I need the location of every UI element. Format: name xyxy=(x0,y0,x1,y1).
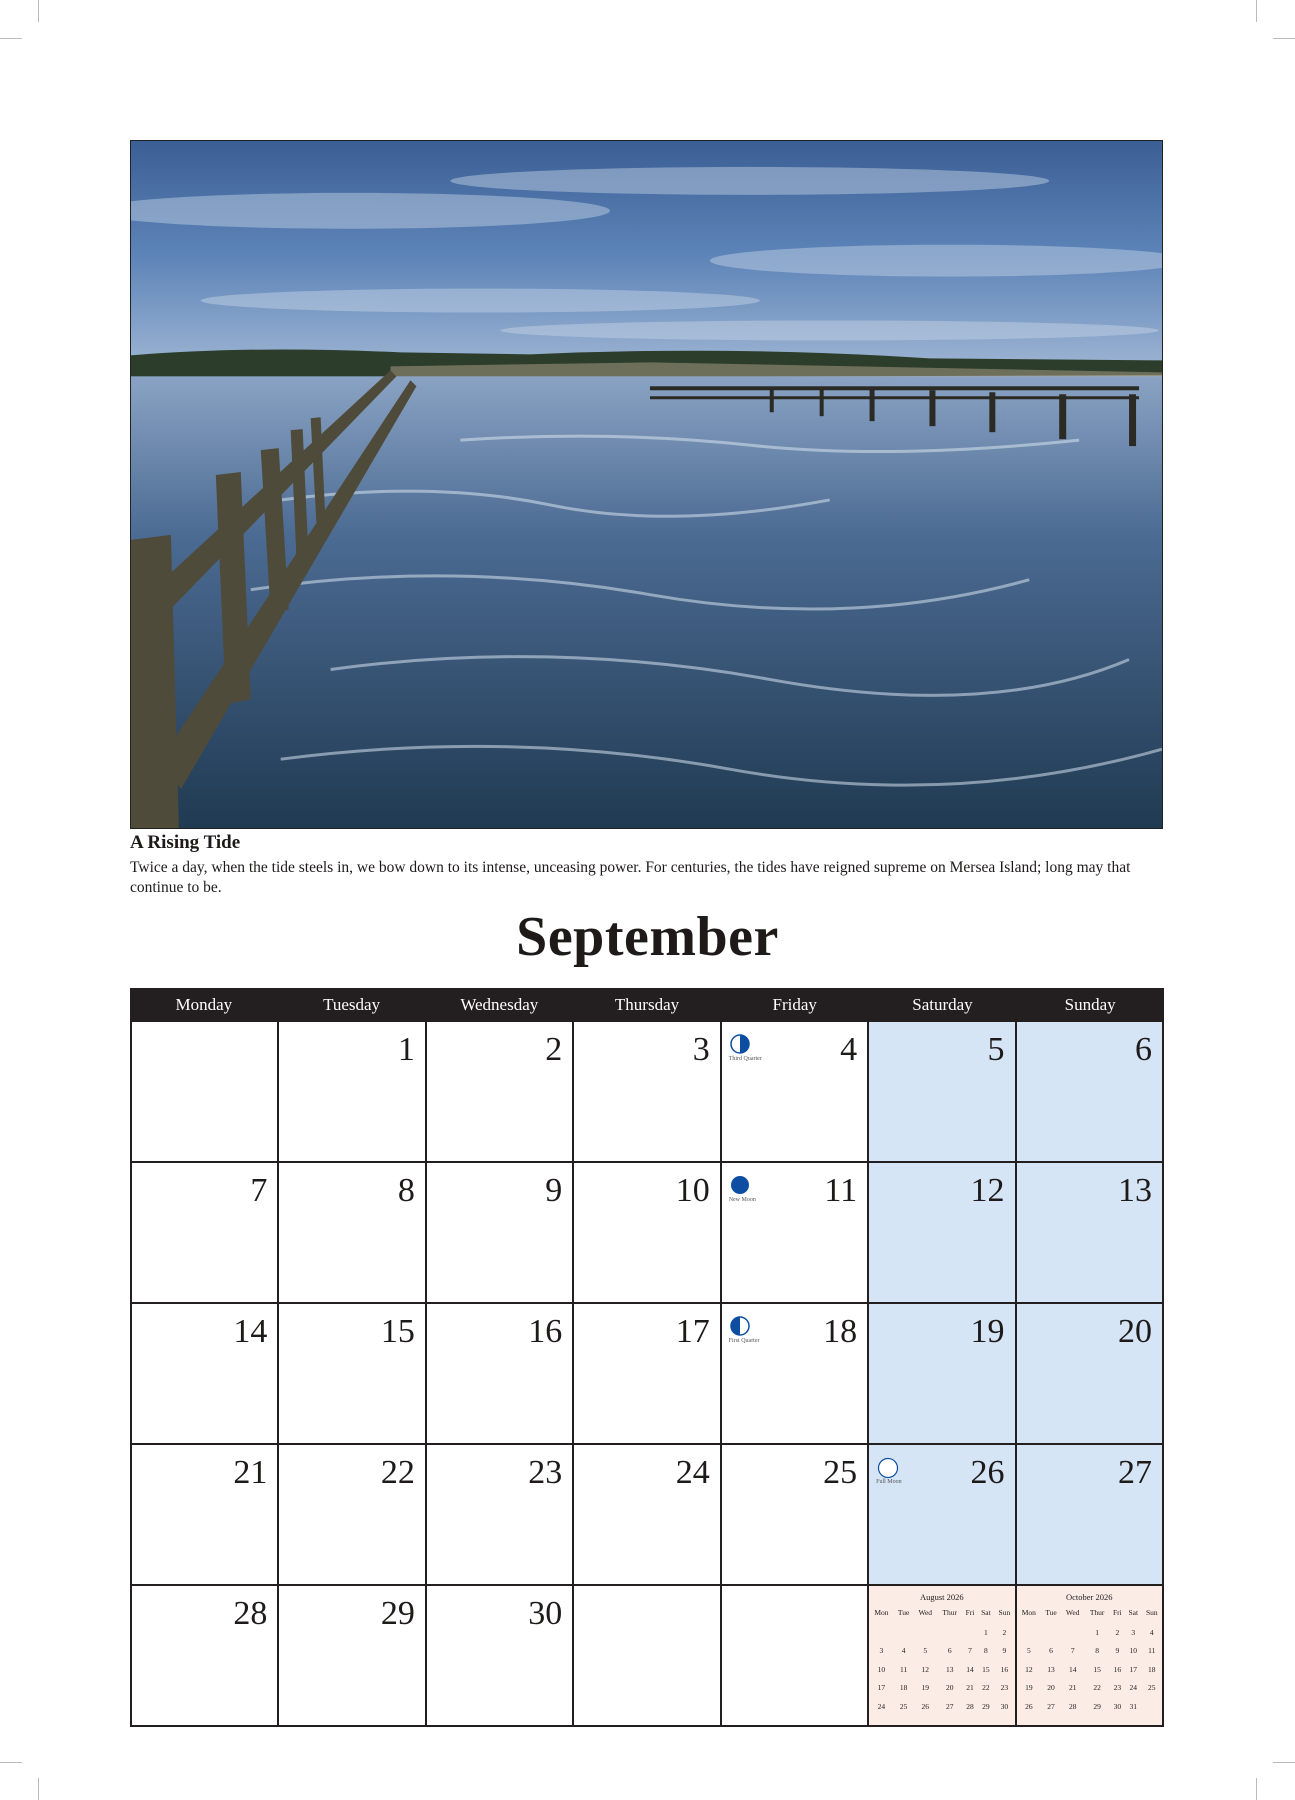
day-cell xyxy=(132,1586,279,1727)
day-cell xyxy=(427,1445,574,1586)
day-number: 18 xyxy=(823,1313,858,1350)
day-cell xyxy=(722,1022,869,1163)
week-row xyxy=(132,1304,1164,1445)
mini-weekday-label: Sat xyxy=(981,1608,991,1617)
mini-weekday-label: Wed xyxy=(918,1608,933,1617)
mini-day-number xyxy=(914,1623,938,1642)
day-number: 8 xyxy=(397,1172,415,1209)
crop-mark xyxy=(38,1778,39,1800)
mini-day-number: 30 xyxy=(1000,1701,1009,1711)
day-number: 5 xyxy=(987,1031,1005,1068)
week-row xyxy=(132,1163,1164,1304)
mini-weekday-label: Thur xyxy=(1089,1608,1105,1617)
mini-day-number: 10 xyxy=(877,1664,886,1674)
mini-day-number: 9 xyxy=(1002,1646,1007,1656)
day-number: 28 xyxy=(233,1595,268,1632)
crop-mark xyxy=(38,0,39,22)
mini-day-number: 29 xyxy=(982,1701,990,1711)
mini-weekday-label: Sun xyxy=(998,1608,1011,1617)
day-number: 15 xyxy=(380,1313,415,1350)
day-cell xyxy=(1017,1022,1164,1163)
mini-day-number: 25 xyxy=(1148,1683,1156,1693)
mini-day-number: 24 xyxy=(1129,1683,1138,1693)
day-number: 7 xyxy=(250,1172,268,1209)
day-number: 24 xyxy=(675,1454,710,1491)
weekday-label: Saturday xyxy=(912,995,973,1014)
day-cell xyxy=(279,1163,426,1304)
day-number: 4 xyxy=(840,1031,858,1068)
day-cell xyxy=(279,1304,426,1445)
mini-day-number: 10 xyxy=(1129,1646,1138,1656)
day-cell xyxy=(1017,1304,1164,1445)
weekday-label: Wednesday xyxy=(460,995,539,1014)
day-cell xyxy=(279,1445,426,1586)
day-number: 10 xyxy=(675,1172,710,1209)
mini-day-number: 29 xyxy=(1093,1701,1101,1711)
day-number: 6 xyxy=(1134,1031,1152,1068)
mini-day-number xyxy=(937,1623,962,1642)
mini-day-number: 6 xyxy=(1049,1646,1053,1656)
day-cell xyxy=(869,1304,1016,1445)
moon-phase-label: New Moon xyxy=(728,1197,756,1203)
crop-mark xyxy=(1273,38,1295,39)
crop-mark xyxy=(1256,0,1257,22)
weekday-label: Friday xyxy=(772,995,817,1014)
mini-day-number: 6 xyxy=(947,1646,952,1656)
mini-day-number: 19 xyxy=(921,1683,930,1693)
calendar-photo xyxy=(130,140,1163,829)
mini-day-number: 21 xyxy=(1068,1683,1077,1693)
mini-day-number: 14 xyxy=(1068,1664,1077,1674)
mini-weekday-label: Mon xyxy=(874,1608,889,1617)
crop-mark xyxy=(0,1762,22,1763)
day-number: 20 xyxy=(1117,1313,1152,1350)
mini-calendar-october xyxy=(1017,1586,1164,1727)
day-number: 9 xyxy=(545,1172,563,1209)
mini-day-number: 7 xyxy=(1070,1646,1075,1656)
day-cell xyxy=(574,1022,721,1163)
day-number: 27 xyxy=(1117,1454,1152,1491)
day-cell xyxy=(722,1304,869,1445)
day-cell xyxy=(722,1586,869,1727)
day-cell xyxy=(722,1163,869,1304)
weekday-label: Sunday xyxy=(1064,995,1116,1014)
day-cell xyxy=(722,1445,869,1586)
mini-day-number: 26 xyxy=(921,1701,930,1711)
day-cell xyxy=(279,1022,426,1163)
mini-day-number xyxy=(869,1623,894,1642)
mini-day-number: 15 xyxy=(982,1664,990,1674)
day-cell xyxy=(869,1445,1016,1586)
day-cell xyxy=(132,1022,279,1163)
mini-day-number: 20 xyxy=(945,1683,954,1693)
mini-day-number: 13 xyxy=(1047,1664,1055,1674)
mini-day-number: 28 xyxy=(1068,1701,1077,1711)
day-number: 12 xyxy=(970,1172,1005,1209)
day-cell xyxy=(427,1586,574,1727)
crop-mark xyxy=(0,38,22,39)
mini-day-number: 7 xyxy=(968,1646,972,1656)
mini-weekday-label: Tue xyxy=(897,1608,910,1617)
mini-day-number: 13 xyxy=(945,1664,954,1674)
mini-day-number: 21 xyxy=(966,1683,974,1693)
mini-day-number xyxy=(1142,1697,1162,1716)
mini-calendar-title: October 2026 xyxy=(1065,1592,1113,1602)
mini-day-number: 19 xyxy=(1025,1683,1033,1693)
day-number: 21 xyxy=(233,1454,268,1491)
crop-mark xyxy=(1273,1762,1295,1763)
mini-day-number: 2 xyxy=(1002,1627,1007,1637)
mini-day-number: 1 xyxy=(1095,1627,1099,1637)
day-number: 25 xyxy=(823,1454,858,1491)
moon-phase-label: Third Quarter xyxy=(728,1056,762,1062)
mini-day-number: 22 xyxy=(982,1683,990,1693)
day-number: 17 xyxy=(675,1313,710,1350)
day-cell xyxy=(574,1304,721,1445)
mini-calendar-title: August 2026 xyxy=(919,1592,964,1602)
mini-day-number: 30 xyxy=(1113,1701,1122,1711)
mini-day-number: 12 xyxy=(1025,1664,1033,1674)
mini-day-number: 16 xyxy=(1113,1664,1122,1674)
weekday-label: Monday xyxy=(175,995,233,1014)
day-cell xyxy=(132,1163,279,1304)
mini-weekday-label: Sat xyxy=(1128,1608,1139,1617)
moon-phase-label: First Quarter xyxy=(728,1338,760,1344)
day-cell xyxy=(869,1163,1016,1304)
mini-day-number xyxy=(1041,1623,1061,1642)
mini-day-number: 14 xyxy=(966,1664,974,1674)
crop-mark xyxy=(1256,1778,1257,1800)
mini-day-number xyxy=(1017,1623,1042,1642)
mini-day-number: 24 xyxy=(877,1701,886,1711)
day-number: 22 xyxy=(380,1454,415,1491)
mini-day-number: 3 xyxy=(1131,1627,1136,1637)
day-number: 16 xyxy=(528,1313,563,1350)
mini-day-number: 27 xyxy=(945,1701,954,1711)
day-cell xyxy=(869,1022,1016,1163)
mini-day-number xyxy=(894,1623,914,1642)
week-row xyxy=(132,1022,1164,1163)
mini-day-number: 23 xyxy=(1000,1683,1009,1693)
mini-weekday-label: Wed xyxy=(1065,1608,1080,1617)
photo-title: A Rising Tide xyxy=(130,832,241,853)
day-cell xyxy=(132,1304,279,1445)
mini-day-number: 18 xyxy=(1148,1664,1156,1674)
mini-day-number: 16 xyxy=(1000,1664,1009,1674)
mini-day-number: 12 xyxy=(921,1664,930,1674)
calendar-grid xyxy=(130,988,1164,1727)
mini-day-number: 23 xyxy=(1113,1683,1122,1693)
mini-weekday-label: Fri xyxy=(965,1608,975,1617)
mini-day-number: 17 xyxy=(877,1683,886,1693)
mini-weekday-label: Tue xyxy=(1045,1608,1057,1617)
day-cell xyxy=(427,1022,574,1163)
mini-day-number: 3 xyxy=(879,1646,884,1656)
day-cell xyxy=(427,1163,574,1304)
mini-day-number: 25 xyxy=(899,1701,908,1711)
calendar-weeks xyxy=(130,1022,1164,1727)
day-cell xyxy=(1017,1163,1164,1304)
day-cell xyxy=(279,1586,426,1727)
photo-description: Twice a day, when the tide steels in, we bow down to its intense, unceasing power. For centuries, the tides have reigned supreme on Mersea Island; long may that continue to be. xyxy=(130,859,1131,896)
mini-weekday-label: Thur xyxy=(942,1608,957,1617)
mini-day-number: 8 xyxy=(1095,1646,1099,1656)
day-number: 13 xyxy=(1117,1172,1152,1209)
mini-weekday-label: Mon xyxy=(1021,1608,1036,1617)
moon-phase-label: Full Moon xyxy=(876,1479,902,1485)
day-number: 14 xyxy=(233,1313,268,1350)
day-cell xyxy=(574,1445,721,1586)
weekday-label: Thursday xyxy=(614,995,680,1014)
mini-day-number: 9 xyxy=(1115,1646,1120,1656)
mini-day-number xyxy=(962,1623,977,1642)
mini-day-number: 1 xyxy=(984,1627,988,1637)
mini-day-number: 28 xyxy=(966,1701,974,1711)
day-number: 26 xyxy=(970,1454,1005,1491)
weekday-header xyxy=(130,988,1164,1022)
mini-day-number: 4 xyxy=(901,1646,906,1656)
mini-day-number: 26 xyxy=(1025,1701,1033,1711)
day-cell xyxy=(427,1304,574,1445)
mini-day-number: 18 xyxy=(899,1683,908,1693)
week-row xyxy=(132,1445,1164,1586)
day-number: 30 xyxy=(528,1595,563,1632)
month-title: September xyxy=(516,906,779,968)
mini-day-number: 15 xyxy=(1093,1664,1101,1674)
mini-weekday-label: Sun xyxy=(1145,1608,1158,1617)
mini-day-number: 11 xyxy=(1148,1646,1156,1656)
mini-day-number: 11 xyxy=(899,1664,908,1674)
day-cell xyxy=(574,1163,721,1304)
mini-day-number: 8 xyxy=(984,1646,988,1656)
mini-day-number: 20 xyxy=(1047,1683,1055,1693)
day-number: 23 xyxy=(528,1454,563,1491)
mini-calendar-august xyxy=(869,1586,1016,1727)
mini-day-number xyxy=(1061,1623,1085,1642)
day-cell xyxy=(574,1586,721,1727)
day-number: 2 xyxy=(545,1031,563,1068)
mini-day-number: 31 xyxy=(1129,1701,1138,1711)
mini-day-number: 4 xyxy=(1149,1627,1154,1637)
mini-day-number: 22 xyxy=(1093,1683,1101,1693)
week-row xyxy=(132,1586,1164,1727)
day-number: 3 xyxy=(692,1031,710,1068)
day-number: 11 xyxy=(824,1172,858,1209)
day-number: 19 xyxy=(970,1313,1005,1350)
mini-day-number: 2 xyxy=(1115,1627,1120,1637)
day-cell xyxy=(1017,1445,1164,1586)
mini-day-number: 27 xyxy=(1047,1701,1055,1711)
mini-weekday-label: Fri xyxy=(1113,1608,1122,1617)
mini-day-number: 5 xyxy=(1026,1646,1031,1656)
day-number: 29 xyxy=(380,1595,415,1632)
day-number: 1 xyxy=(397,1031,415,1068)
mini-day-number: 17 xyxy=(1129,1664,1138,1674)
day-cell xyxy=(132,1445,279,1586)
weekday-label: Tuesday xyxy=(323,995,381,1014)
mini-day-number: 5 xyxy=(923,1646,928,1656)
